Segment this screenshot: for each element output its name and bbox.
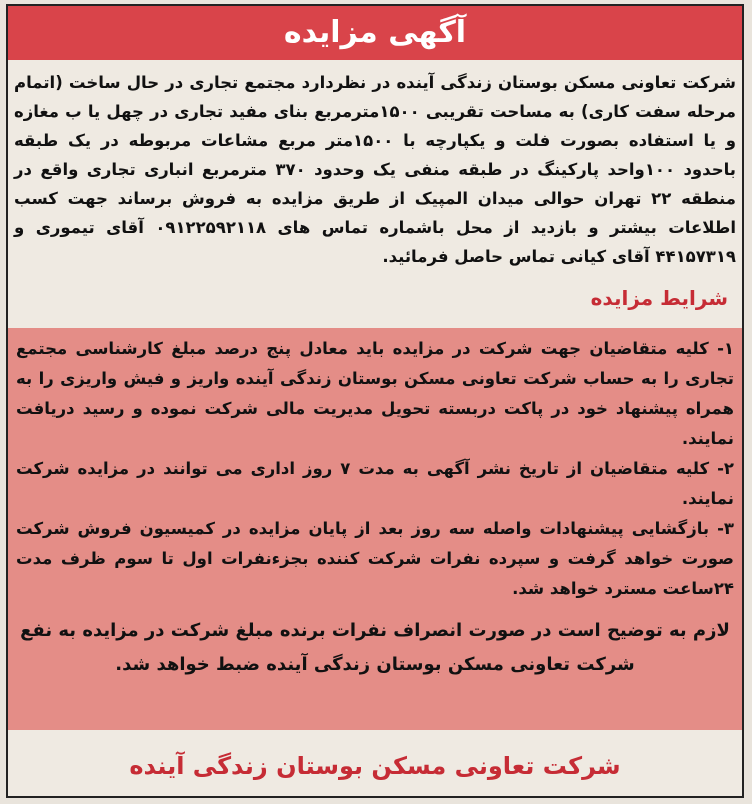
company-footer: شرکت تعاونی مسکن بوستان زندگی آینده [8,736,742,796]
conditions-title: شرایط مزایده [590,286,728,310]
notice-title: آگهی مزایده [8,6,742,60]
condition-item-1: ۱- کلیه متقاضیان جهت شرکت در مزایده باید معادل پنج درصد مبلغ کارشناسی مجتمع تجاری را به حساب شرکت تعاونی مسکن بوستان زندگی آینده واریز و فیش واریزی را به همراه پیشنهاد خود در پاکت دربسته تحویل مدیریت مالی شرکت نموده و رسید دریافت نمایند. [16,339,734,448]
condition-item-3: ۳- بازگشایی پیشنهادات واصله سه روز بعد از پایان مزایده در کمیسیون فروش شرکت صورت خواهد گرفت و سپرده نفرات شرکت کننده بجزءنفرات اول تا سوم ظرف مدت ۲۴ساعت مسترد خواهد شد. [16,519,734,598]
auction-notice [6,4,744,798]
conditions-section [8,328,742,730]
forfeit-note: لازم به توضیح است در صورت انصراف نفرات برنده مبلغ شرکت در مزایده به نفع شرکت تعاونی مسکن بوستان زندگی آینده ضبط خواهد شد. [20,620,730,675]
intro-paragraph: شرکت تعاونی مسکن بوستان زندگی آینده در نظردارد مجتمع تجاری در حال ساخت (اتمام مرحله سفت کاری) به مساحت تقریبی ۱۵۰۰مترمربع بنای مفید تجاری در چهل یا ب مغازه و یا استفاده بصورت فلت و یکپارچه با ۱۵۰۰متر مربع مشاعات مربوطه در یک طبقه باحدود ۱۰۰واحد پارکینگ در طبقه منفی یک وحدود ۳۷۰ مترمربع انباری تجاری واقع در منطقه ۲۲ تهران حوالی میدان المپیک از طریق مزایده به فروش برساند جهت کسب اطلاعات بیشتر و بازدید از محل باشماره تماس های ۰۹۱۲۲۵۹۲۱۱۸ آقای تیموری و ۴۴۱۵۷۳۱۹ آقای کیانی تماس حاصل فرمائید. [14,73,736,266]
condition-item-2: ۲- کلیه متقاضیان از تاریخ نشر آگهی به مدت ۷ روز اداری می توانند در مزایده شرکت نمایند. [16,459,734,508]
